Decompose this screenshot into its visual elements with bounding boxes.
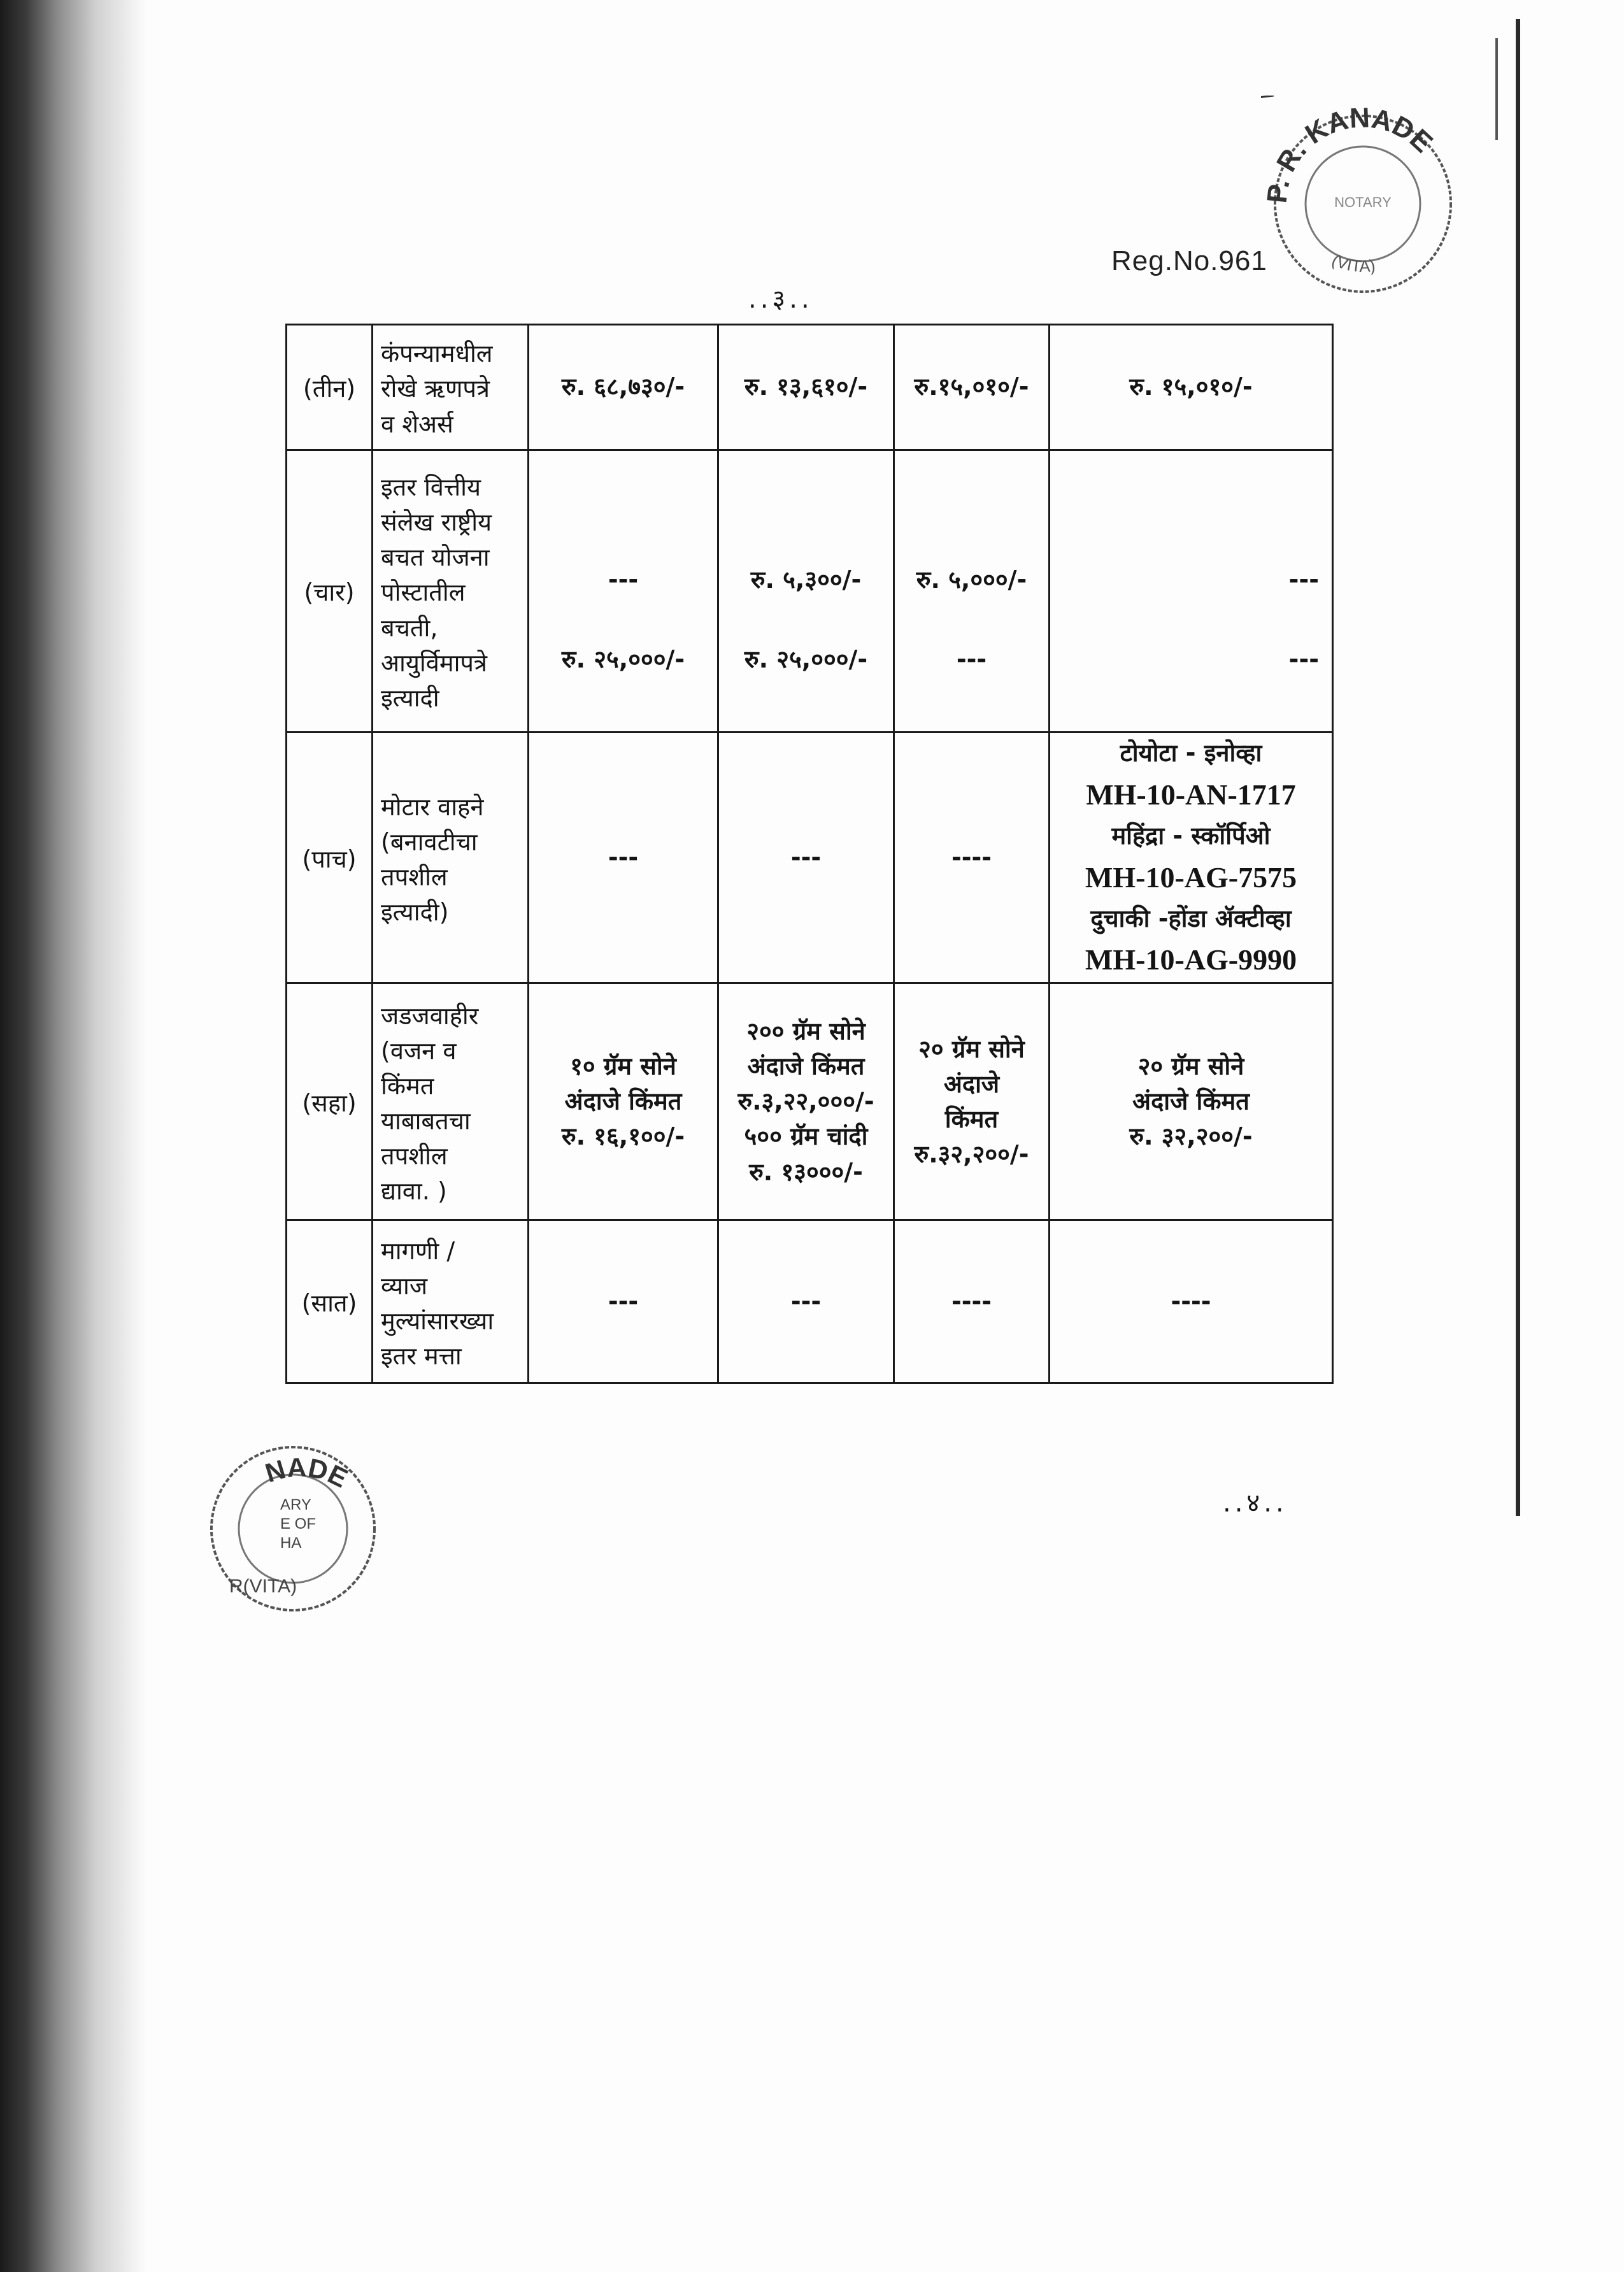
value-cell: --- <box>529 732 718 983</box>
assets-table <box>285 324 1334 1384</box>
row-description: कंपन्यामधील रोखे ऋणपत्रे व शेअर्स <box>373 325 529 450</box>
seal-bottom-inner-1: ARY <box>280 1496 311 1513</box>
scan-right-edge <box>1516 19 1520 1516</box>
row-description: इतर वित्तीय संलेख राष्ट्रीय बचत योजना पोस्टातील बचती, आयुर्विमापत्रे इत्यादी <box>373 450 529 732</box>
value-cell: रु. ५,३००/- रु. २५,०००/- <box>718 450 894 732</box>
vehicle-model: दुचाकी -होंडा ॲक्टीव्हा <box>1090 904 1292 932</box>
seal-bottom-inner-3: HA <box>280 1534 302 1552</box>
registration-number: Reg.No.961 <box>1111 245 1267 276</box>
signature-icon <box>1261 96 1274 115</box>
value-cell: --- <box>718 732 894 983</box>
table-row <box>287 983 1333 1220</box>
vehicle-registration: MH-10-AG-9990 <box>1085 943 1297 976</box>
table-row <box>287 732 1333 983</box>
value-cell: रु.१५,०१०/- <box>894 325 1050 450</box>
value-cell: २०० ग्रॅम सोने अंदाजे किंमत रु.३,२२,०००/- ५०० ग्रॅम चांदी रु. १३०००/- <box>718 983 894 1220</box>
table-row <box>287 450 1333 732</box>
svg-text:NADE <box>262 1452 352 1494</box>
value-cell: २० ग्रॅम सोने अंदाजे किंमत रु.३२,२००/- <box>894 983 1050 1220</box>
value-cell: रु. ६८,७३०/- <box>529 325 718 450</box>
seal-top-bottom: (VITA) <box>1328 250 1377 276</box>
seal-top-inner: NOTARY <box>1334 194 1392 210</box>
value-cell: ---- <box>1050 1220 1333 1383</box>
table-row <box>287 1220 1333 1383</box>
row-number: (सात) <box>287 1220 373 1383</box>
row-description: जडजवाहीर (वजन व किंमत याबाबतचा तपशील द्यावा. ) <box>373 983 529 1220</box>
vehicle-list <box>1050 732 1333 983</box>
row-description: मागणी / व्याज मुल्यांसारख्या इतर मत्ता <box>373 1220 529 1383</box>
row-number: (तीन) <box>287 325 373 450</box>
seal-bottom-inner-2: E OF <box>280 1515 317 1533</box>
svg-text:P. R. KANADE <box>1262 103 1439 204</box>
vehicle-model: महिंद्रा - स्कॉर्पिओ <box>1111 821 1271 850</box>
row-number: (सहा) <box>287 983 373 1220</box>
value-cell: --- <box>718 1220 894 1383</box>
value-cell: २० ग्रॅम सोने अंदाजे किंमत रु. ३२,२००/- <box>1050 983 1333 1220</box>
seal-bottom-bottom: R(VITA) <box>229 1576 297 1597</box>
value-cell: ---- <box>894 1220 1050 1383</box>
value-cell: १० ग्रॅम सोने अंदाजे किंमत रु. १६,१००/- <box>529 983 718 1220</box>
value-cell: --- रु. २५,०००/- <box>529 450 718 732</box>
page-number-top: ..३.. <box>748 285 813 314</box>
page-number-bottom: ..४.. <box>1223 1489 1288 1518</box>
value-cell: --- --- <box>1050 450 1333 732</box>
value-cell: रु. १३,६१०/- <box>718 325 894 450</box>
vehicle-model: टोयोटा - इनोव्हा <box>1120 739 1262 767</box>
value-cell: ---- <box>894 732 1050 983</box>
scan-edge-shadow <box>0 0 146 2272</box>
scan-right-mark <box>1495 38 1498 140</box>
notary-seal-top <box>1261 96 1465 299</box>
table-row <box>287 325 1333 450</box>
seal-bottom-text: NADE <box>262 1452 353 1494</box>
vehicle-registration: MH-10-AG-7575 <box>1085 861 1297 894</box>
notary-seal-bottom <box>210 1433 395 1618</box>
svg-text:(VITA) <box>1329 250 1377 276</box>
value-cell: रु. ५,०००/- --- <box>894 450 1050 732</box>
value-cell: --- <box>529 1220 718 1383</box>
value-cell: रु. १५,०१०/- <box>1050 325 1333 450</box>
vehicle-registration: MH-10-AN-1717 <box>1086 778 1296 811</box>
row-number: (पाच) <box>287 732 373 983</box>
seal-top-text: P. R. KANADE <box>1261 102 1439 204</box>
row-description: मोटार वाहने (बनावटीचा तपशील इत्यादी) <box>373 732 529 983</box>
row-number: (चार) <box>287 450 373 732</box>
